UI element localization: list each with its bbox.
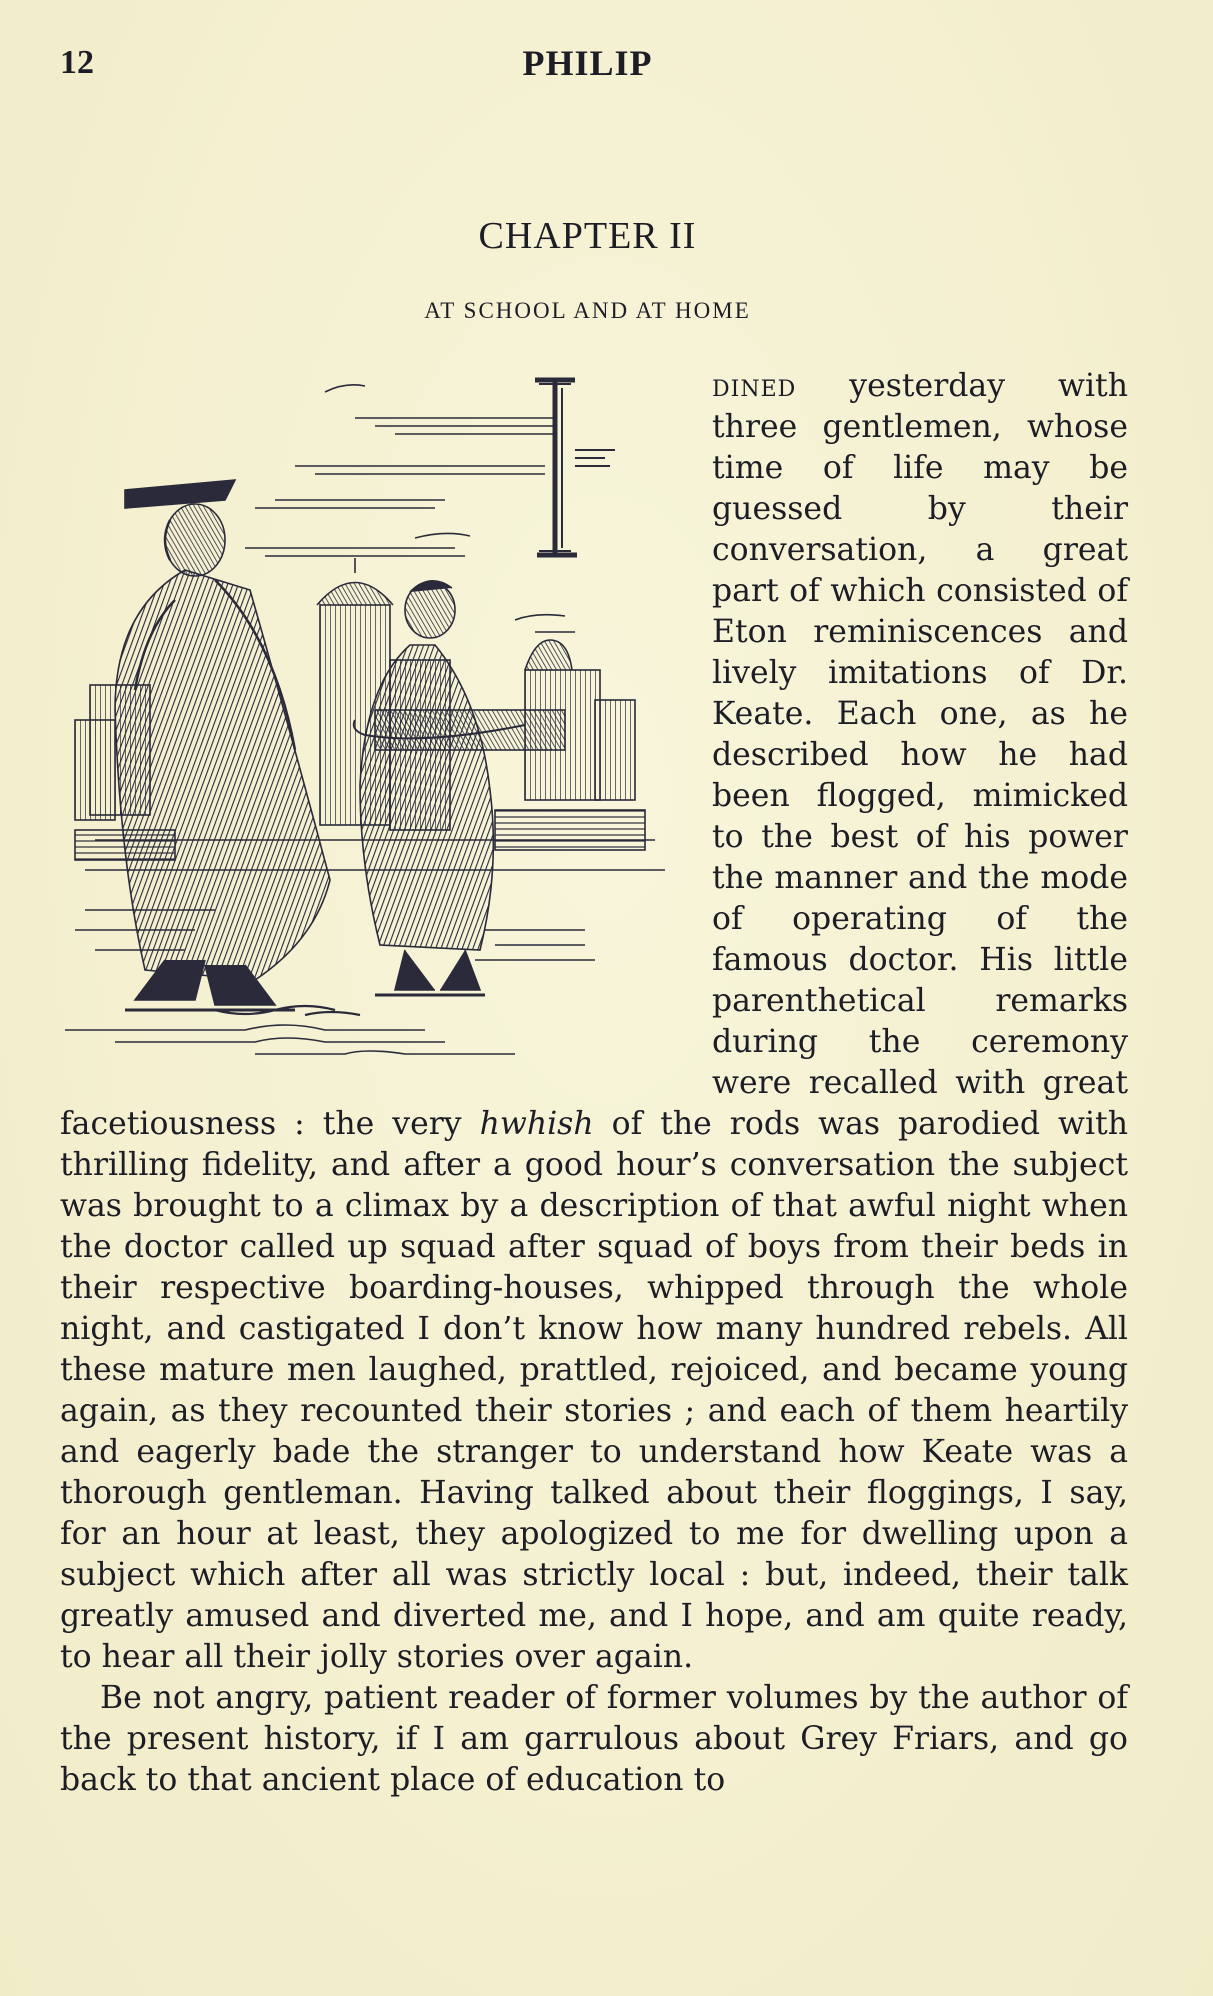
paragraph-2: Be not angry, patient reader of former volumes by the author of the present history, if I am garrulous about Grey Friars, and go back to that ancient place of education to xyxy=(60,1680,1128,1798)
body-text xyxy=(60,366,1128,1801)
page-number: 12 xyxy=(60,44,94,81)
italic-word: hwhish xyxy=(479,1106,594,1142)
paragraph-1-text-a: yesterday with three gentlemen, whose time of life may be guessed by their conversation, a great part of which consisted of Eton reminiscences and lively imitations of Dr. Keate. Each one, as he described how he had been flogged, mimicked to the best of his power the manner and the mode of operating of the famous doctor. His little parenthetical remarks during the ceremony were recalled with great facetiousness : the very xyxy=(60,368,1128,1142)
page-header xyxy=(0,40,1213,90)
opening-smallcaps: dined xyxy=(712,368,797,404)
running-title: PHILIP xyxy=(522,43,653,83)
paragraph-1 xyxy=(60,366,1128,1678)
paragraph-1-text-b: of the rods was parodied with thrilling fidelity, and after a good hour’s conversation the subject was brought to a climax by a description of that awful night when the doctor called up squad after squad of boys from their beds in their respective boarding-houses, whipped through the whole night, and castigated I don’t know how many hundred rebels. All these mature men laughed, prattled, rejoiced, and became young again, as they recounted their stories ; and each of them heartily and eagerly bade the stranger to understand how Keate was a thorough gentleman. Having talked about their floggings, I say, for an hour at least, they apologized to me for dwelling upon a subject which after all was strictly local : but, indeed, their talk greatly amused and diverted me, and I hope, and am quite ready, to hear all their jolly stories over again. xyxy=(60,1106,1128,1675)
chapter-title: CHAPTER II xyxy=(478,215,697,257)
illustration-spacer xyxy=(60,366,712,1076)
chapter-subtitle: AT SCHOOL AND AT HOME xyxy=(424,298,751,323)
